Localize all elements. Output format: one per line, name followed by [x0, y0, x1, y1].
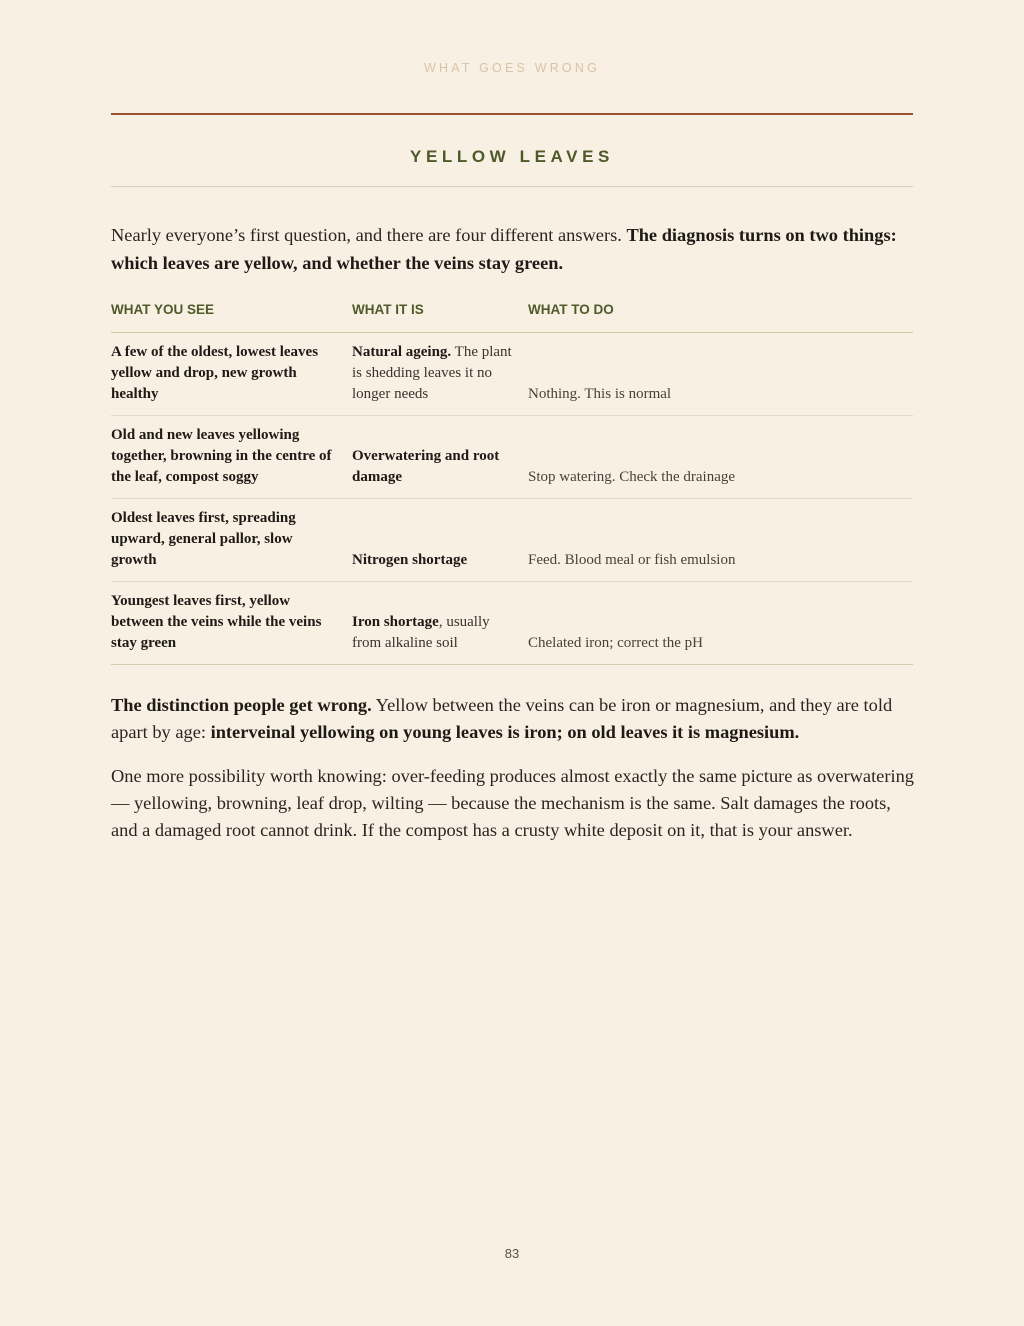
header-what-it-is: WHAT IT IS [352, 302, 424, 317]
symptom-cell: Oldest leaves first, spreading upward, general pallor, slow growth [111, 510, 296, 568]
intro-text: Nearly everyone’s first question, and there are four different answers. [111, 225, 627, 245]
remedy-cell: Chelated iron; correct the pH [528, 635, 703, 651]
cause-cell [352, 446, 517, 488]
cause-cell [352, 342, 517, 405]
distinction-text: Yellow between the veins can be iron or magnesium, and they are told apart by age: [111, 695, 893, 743]
table-row [111, 582, 913, 665]
header-what-to-do: WHAT TO DO [528, 302, 614, 317]
running-head: WHAT GOES WRONG [423, 61, 600, 75]
distinction-conclusion: interveinal yellowing on young leaves is iron; on old leaves it is magnesium. [210, 722, 800, 743]
section-title: YELLOW LEAVES [410, 147, 614, 166]
remedy-cell: Nothing. This is normal [528, 386, 672, 402]
cause-cell [352, 550, 517, 571]
top-rule [111, 113, 913, 115]
cause-detail: , usually from alkaline soil [352, 614, 490, 651]
intro-paragraph [111, 222, 917, 277]
diagnosis-table [111, 296, 913, 665]
cause-cell [352, 612, 517, 654]
table-row [111, 333, 913, 416]
table-row [111, 499, 913, 582]
cause-name: Overwatering and root damage [352, 448, 500, 485]
symptom-cell: Youngest leaves first, yellow between the veins while the veins stay green [111, 593, 322, 651]
remedy-cell: Feed. Blood meal or fish emulsion [528, 552, 736, 568]
cause-name: Iron shortage [352, 614, 439, 630]
cause-name: Nitrogen shortage [352, 552, 468, 568]
remedy-cell: Stop watering. Check the drainage [528, 469, 736, 485]
header-what-you-see: WHAT YOU SEE [111, 302, 215, 317]
cause-name: Natural ageing. [352, 344, 452, 360]
page-number: 83 [504, 1246, 520, 1261]
table-row [111, 416, 913, 499]
distinction-paragraph [111, 692, 917, 746]
title-divider [111, 186, 913, 187]
cause-detail: The plant is shedding leaves it no longer needs [352, 344, 512, 402]
overfeeding-paragraph: One more possibility worth knowing: over-feeding produces almost exactly the same picture as overwatering — yellowing, browning, leaf drop, wilting — because the mechanism is the same. Salt damages the roots, and a damaged root cannot drink. If the compost has a crusty white deposit on it, that is your answer. [111, 766, 914, 841]
distinction-lead: The distinction people get wrong. [111, 695, 372, 715]
table-header [111, 296, 913, 333]
symptom-cell: A few of the oldest, lowest leaves yellow and drop, new growth healthy [111, 344, 319, 402]
intro-emphasis: The diagnosis turns on two things: which leaves are yellow, and whether the veins stay green. [111, 225, 897, 273]
symptom-cell: Old and new leaves yellowing together, browning in the centre of the leaf, compost soggy [111, 427, 332, 485]
